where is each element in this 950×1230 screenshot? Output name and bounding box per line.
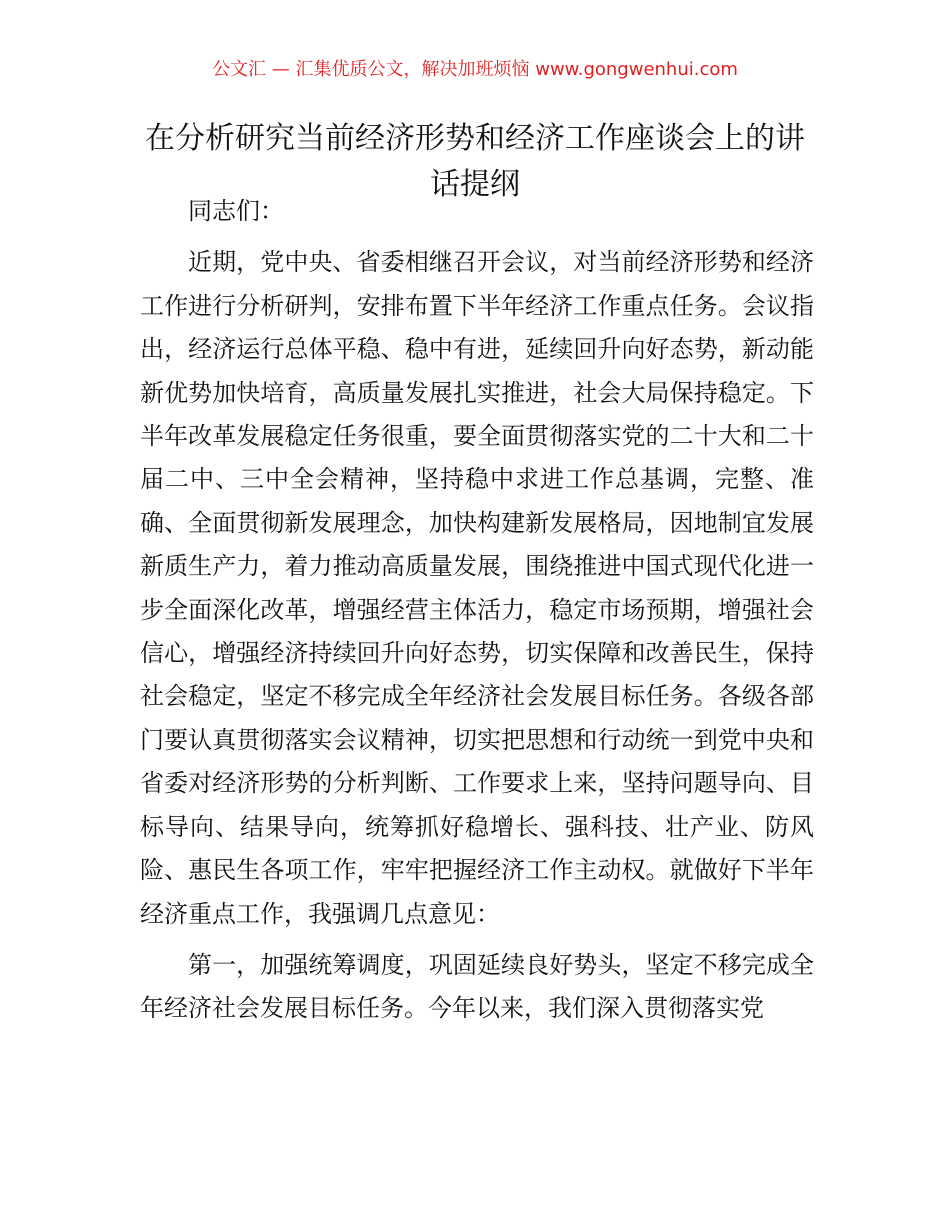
salutation: 同志们： (188, 197, 284, 225)
body-paragraph: 第一，加强统筹调度，巩固延续良好势头，坚定不移完成全年经济社会发展目标任务。今年以来，我们深入贯彻落实党 (140, 950, 814, 1023)
document-title: 在分析研究当前经济形势和经济工作座谈会上的讲话提纲 (145, 121, 805, 202)
document-body (140, 190, 814, 1039)
body-paragraph: 近期，党中央、省委相继召开会议，对当前经济形势和经济工作进行分析研判，安排布置下半年经济工作重点任务。会议指出，经济运行总体平稳、稳中有进，延续回升向好态势，新动能新优势加快培育，高质量发展扎实推进，社会大局保持稳定。下半年改革发展稳定任务很重，要全面贯彻落实党的二十大和二十届二中、三中全会精神，坚持稳中求进工作总基调，完整、准确、全面贯彻新发展理念，加快构建新发展格局，因地制宜发展新质生产力，着力推动高质量发展，围绕推进中国式现代化进一步全面深化改革，增强经营主体活力，稳定市场预期，增强社会信心，增强经济持续回升向好态势，切实保障和改善民生，保持社会稳定，坚定不移完成全年经济社会发展目标任务。各级各部门要认真贯彻落实会议精神，切实把思想和行动统一到党中央和省委对经济形势的分析判断、工作要求上来，坚持问题导向、目标导向、结果导向，统筹抓好稳增长、强科技、壮产业、防风险、惠民生各项工作，牢牢把握经济工作主动权。就做好下半年经济重点工作，我强调几点意见： (140, 248, 814, 928)
header-banner: 公文汇 — 汇集优质公文，解决加班烦恼 www.gongwenhui.com (212, 59, 738, 80)
